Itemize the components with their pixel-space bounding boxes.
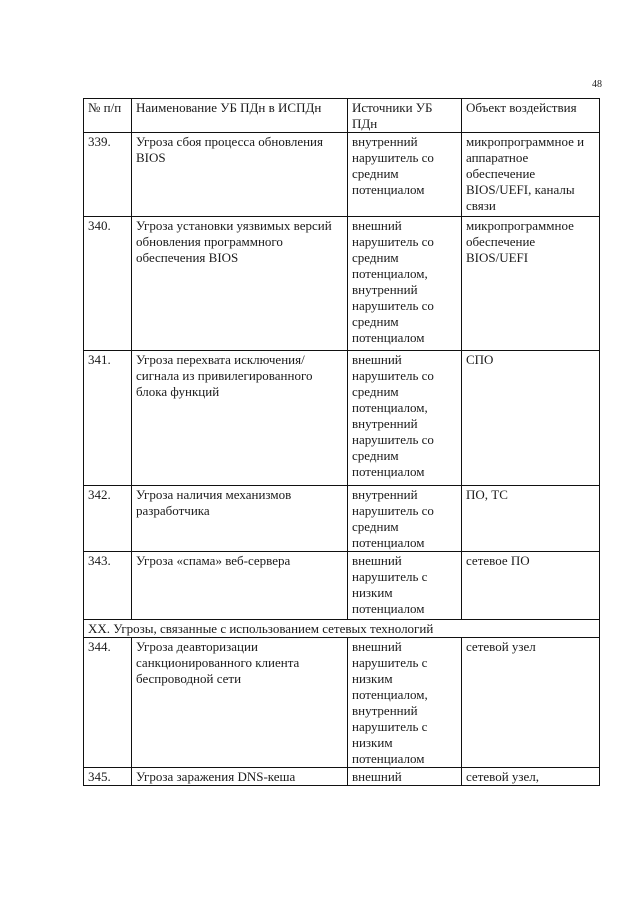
table-row — [84, 638, 600, 768]
threat-source: внешний нарушитель со средним потенциалом, внутренний нарушитель со средним потенциалом — [348, 351, 462, 486]
table-row — [84, 351, 600, 486]
threat-object: микропрограммное и аппаратное обеспечение BIOS/UEFI, каналы связи — [462, 133, 600, 217]
threat-object: микропрограммное обеспечение BIOS/UEFI — [462, 217, 600, 351]
table-row — [84, 486, 600, 552]
row-number: 343. — [84, 552, 132, 620]
threat-name: Угроза деавторизации санкционированного клиента беспроводной сети — [132, 638, 348, 768]
table-row — [84, 552, 600, 620]
row-number: 341. — [84, 351, 132, 486]
row-number: 339. — [84, 133, 132, 217]
row-number: 345. — [84, 768, 132, 786]
table-row — [84, 133, 600, 217]
threat-source: внутренний нарушитель со средним потенциалом — [348, 133, 462, 217]
threat-object: ПО, ТС — [462, 486, 600, 552]
threat-name: Угроза «спама» веб-сервера — [132, 552, 348, 620]
header-threat-name: Наименование УБ ПДн в ИСПДн — [132, 99, 348, 133]
row-number: 342. — [84, 486, 132, 552]
threat-name: Угроза перехвата исключения/сигнала из привилегированного блока функций — [132, 351, 348, 486]
table-row — [84, 217, 600, 351]
threat-source: внешний нарушитель со средним потенциалом, внутренний нарушитель со средним потенциалом — [348, 217, 462, 351]
section-heading-row — [84, 620, 600, 638]
row-number: 344. — [84, 638, 132, 768]
threat-object: СПО — [462, 351, 600, 486]
threat-name: Угроза сбоя процесса обновления BIOS — [132, 133, 348, 217]
header-object: Объект воздействия — [462, 99, 600, 133]
threat-object: сетевое ПО — [462, 552, 600, 620]
threat-object: сетевой узел, — [462, 768, 600, 786]
threat-source: внешний нарушитель с низким потенциалом — [348, 552, 462, 620]
table-row — [84, 768, 600, 786]
section-heading: XX. Угрозы, связанные с использованием сетевых технологий — [84, 620, 600, 638]
threat-source: внутренний нарушитель со средним потенциалом — [348, 486, 462, 552]
threats-table — [83, 98, 600, 786]
table-header-row — [84, 99, 600, 133]
threat-name: Угроза заражения DNS-кеша — [132, 768, 348, 786]
header-number: № п/п — [84, 99, 132, 133]
threat-source: внешний нарушитель с низким потенциалом, внутренний нарушитель с низким потенциалом — [348, 638, 462, 768]
header-source: Источники УБ ПДн — [348, 99, 462, 133]
page-number: 48 — [592, 79, 602, 90]
threat-source: внешний — [348, 768, 462, 786]
threat-name: Угроза наличия механизмов разработчика — [132, 486, 348, 552]
row-number: 340. — [84, 217, 132, 351]
threat-object: сетевой узел — [462, 638, 600, 768]
threat-name: Угроза установки уязвимых версий обновления программного обеспечения BIOS — [132, 217, 348, 351]
